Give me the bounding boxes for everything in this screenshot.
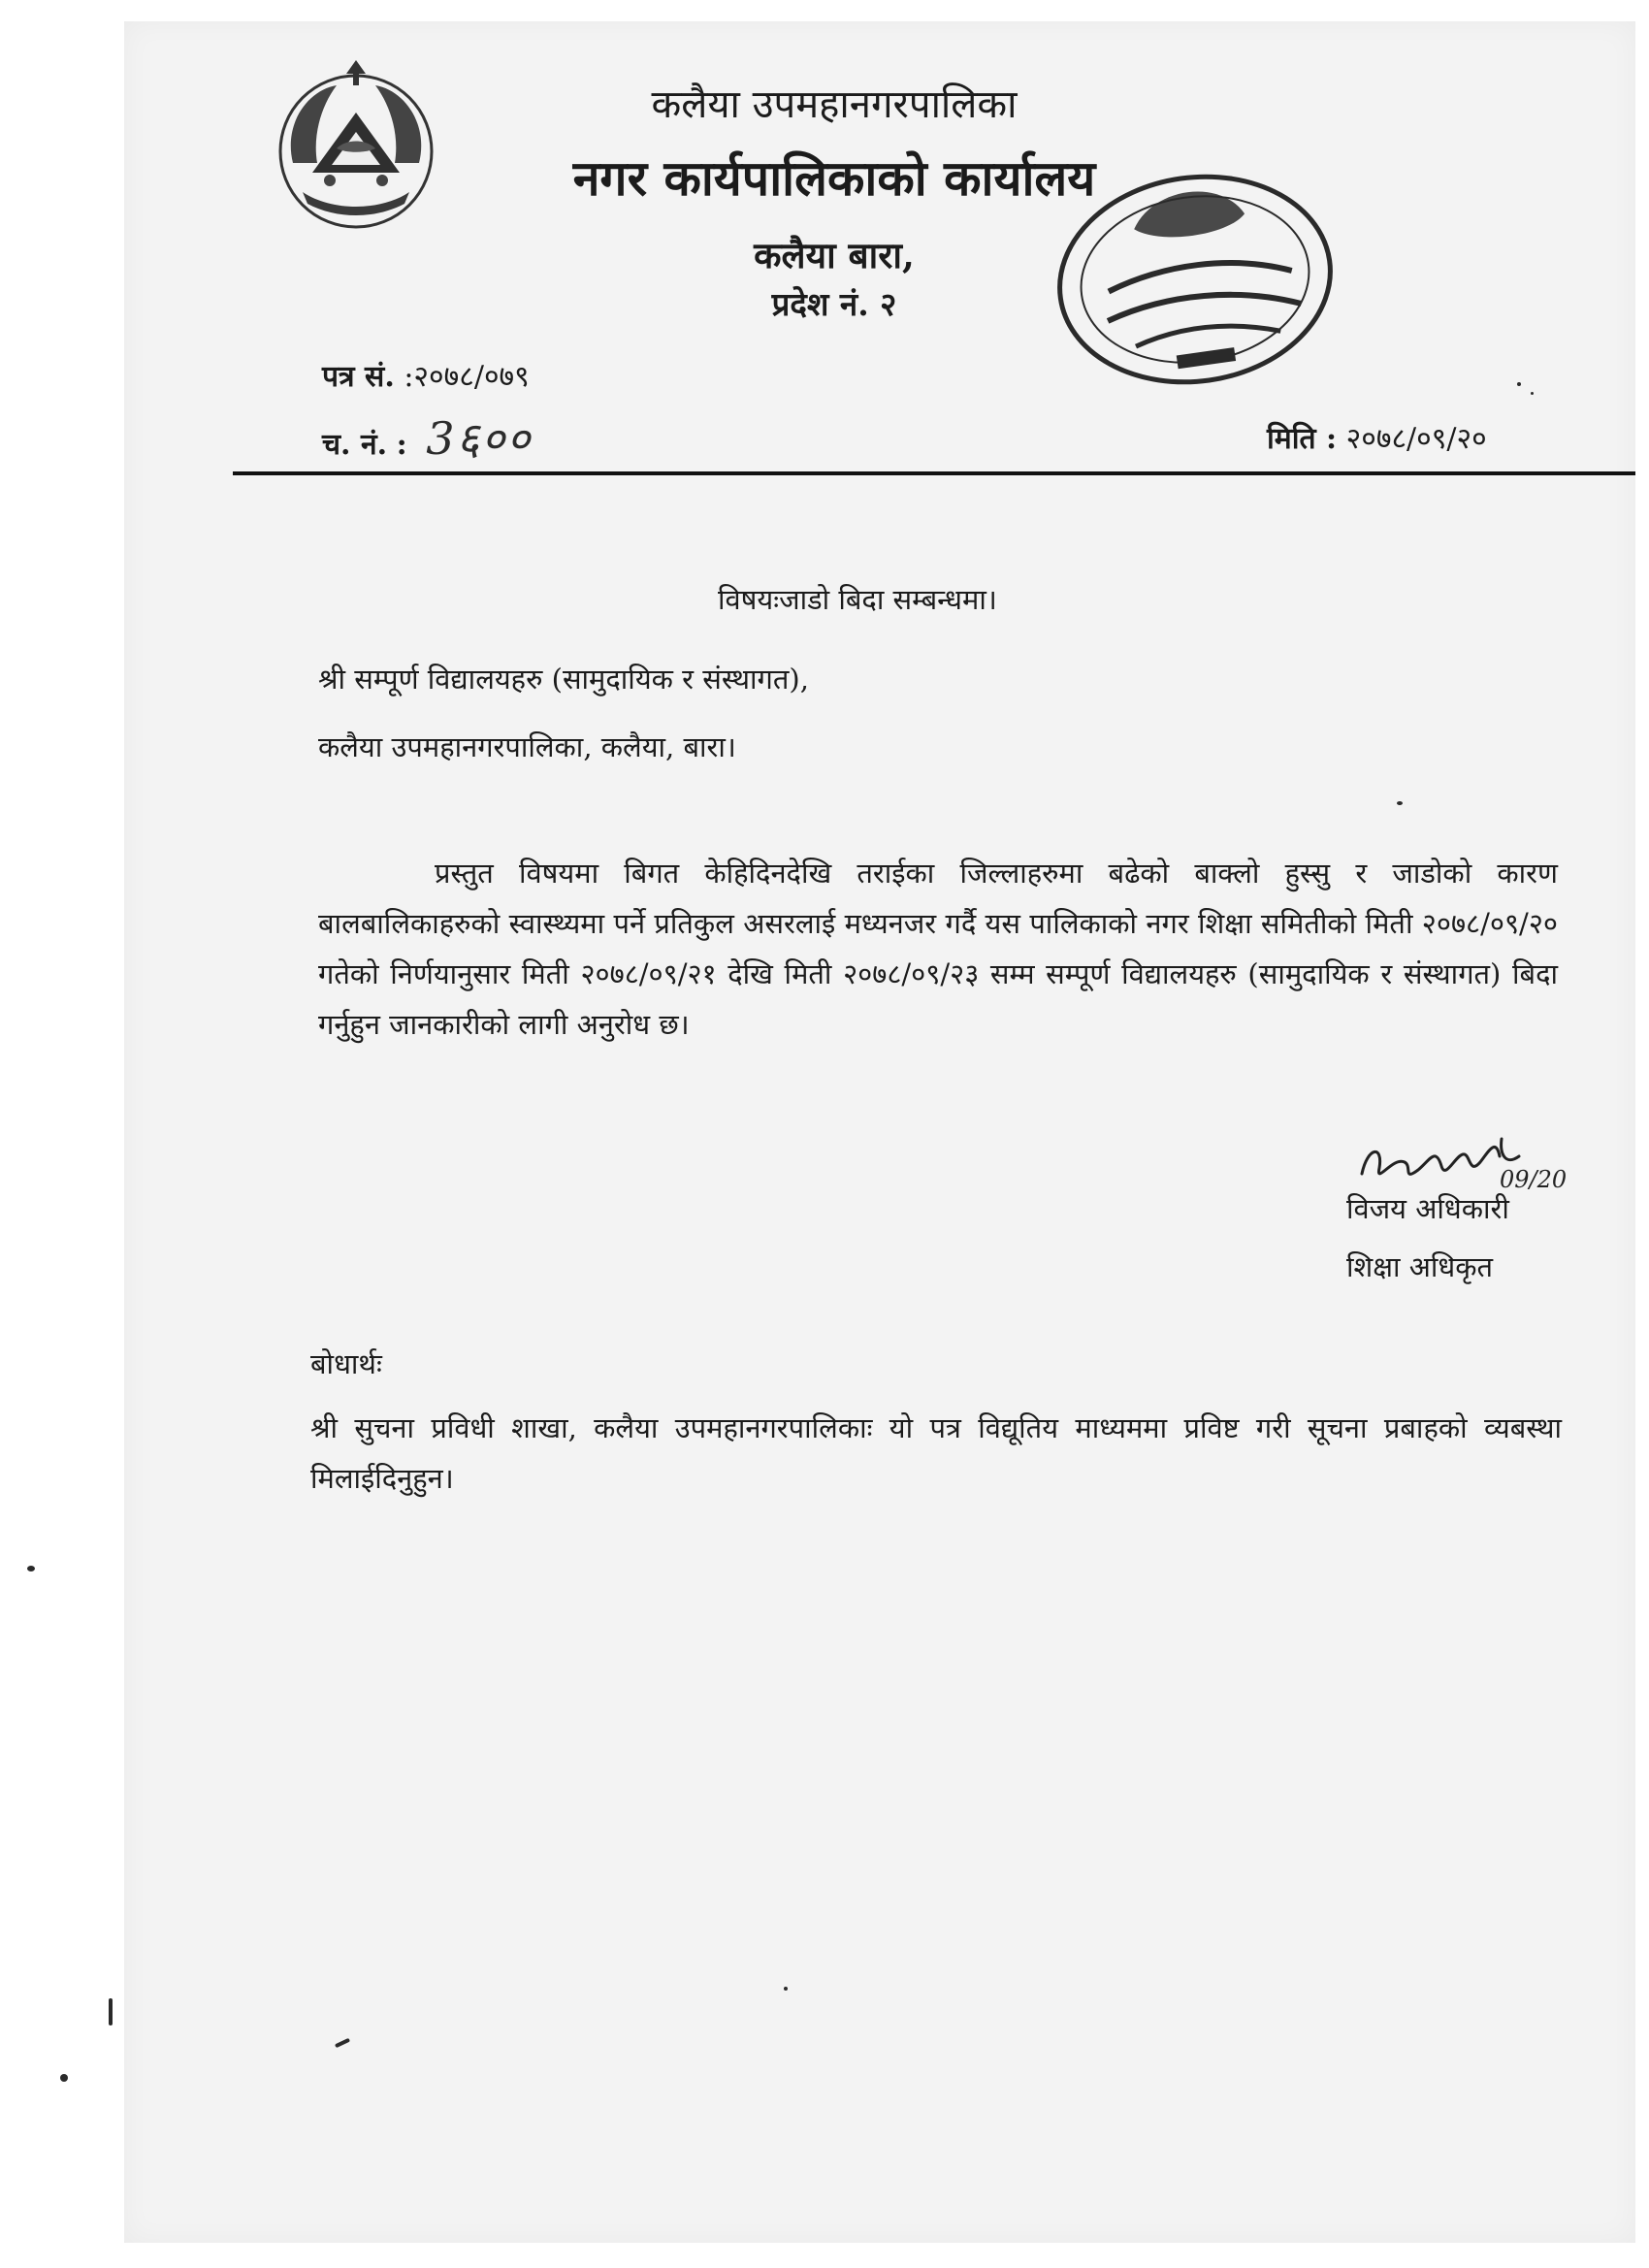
letter-date <box>1267 417 1487 457</box>
signatory-title: शिक्षा अधिकृत <box>1346 1250 1494 1283</box>
office-seal-stamp <box>1035 144 1355 414</box>
office-name: नगर कार्यपालिकाको कार्यालय <box>572 149 1096 207</box>
scan-speck <box>1517 382 1521 386</box>
scan-speck <box>109 1998 113 2025</box>
signature-date: 09/20 <box>1500 1166 1568 1193</box>
municipality-name: कलैया उपमहानगरपालिका <box>651 82 1018 127</box>
scan-speck <box>1531 392 1534 395</box>
scan-speck <box>60 2074 68 2082</box>
scan-speck <box>1397 801 1403 805</box>
recipient-line-2: कलैया उपमहानगरपालिका, कलैया, बारा। <box>318 730 736 763</box>
handwritten-signature <box>1354 1127 1587 1195</box>
header-divider <box>233 471 1635 475</box>
letter-subject: विषयःजाडो बिदा सम्बन्धमा। <box>718 583 997 616</box>
letter-number <box>322 355 530 395</box>
dispatch-number-label: च. नं. <box>322 428 388 462</box>
signatory-name: विजय अधिकारी <box>1346 1192 1509 1225</box>
letter-number-label: पत्र सं. <box>322 360 395 394</box>
date-label: मिति : <box>1267 422 1338 456</box>
letter-body: प्रस्तुत विषयमा बिगत केहिदिनदेखि तराईका जिल्लाहरुमा बढेको बाक्लो हुस्सु र जाडोको कारण बालबालिकाहरुको स्वास्थ्यमा पर्ने प्रतिकुल असरलाई मध्यनजर गर्दै यस पालिकाको नगर शिक्षा समितीको मिती २०७८/०९/२० गतेको निर्णयानुसार मिती २०७८/०९/२१ देखि मिती २०७८/०९/२३ सम्म सम्पूर्ण विद्यालयहरु (सामुदायिक र संस्थागत) बिदा गर्नुहुन जानकारीको लागी अनुरोध छ। <box>318 857 1558 1041</box>
date-value: २०७८/०९/२० <box>1345 422 1487 456</box>
cc-heading: बोधार्थः <box>310 1347 382 1380</box>
dispatch-number-value: 3६०० <box>426 412 533 465</box>
recipient-line-1: श्री सम्पूर्ण विद्यालयहरु (सामुदायिक र संस्थागत), <box>318 663 809 696</box>
scan-speck <box>784 1987 788 1991</box>
province-name: प्रदेश नं. २ <box>771 285 897 323</box>
dispatch-number-separator: : <box>396 428 407 462</box>
scan-speck <box>27 1566 35 1571</box>
office-address: कलैया बारा, <box>754 234 915 276</box>
cc-text: श्री सुचना प्रविधी शाखा, कलैया उपमहानगरपालिकाः यो पत्र विद्यूतिय माध्यममा प्रविष्ट गरी सूचना प्रबाहको व्यबस्था मिलाईदिनुहुन। <box>310 1411 1562 1495</box>
dispatch-number <box>322 407 532 468</box>
letter-number-value: :२०७८/०७९ <box>404 360 530 394</box>
government-emblem-logo <box>254 56 458 237</box>
